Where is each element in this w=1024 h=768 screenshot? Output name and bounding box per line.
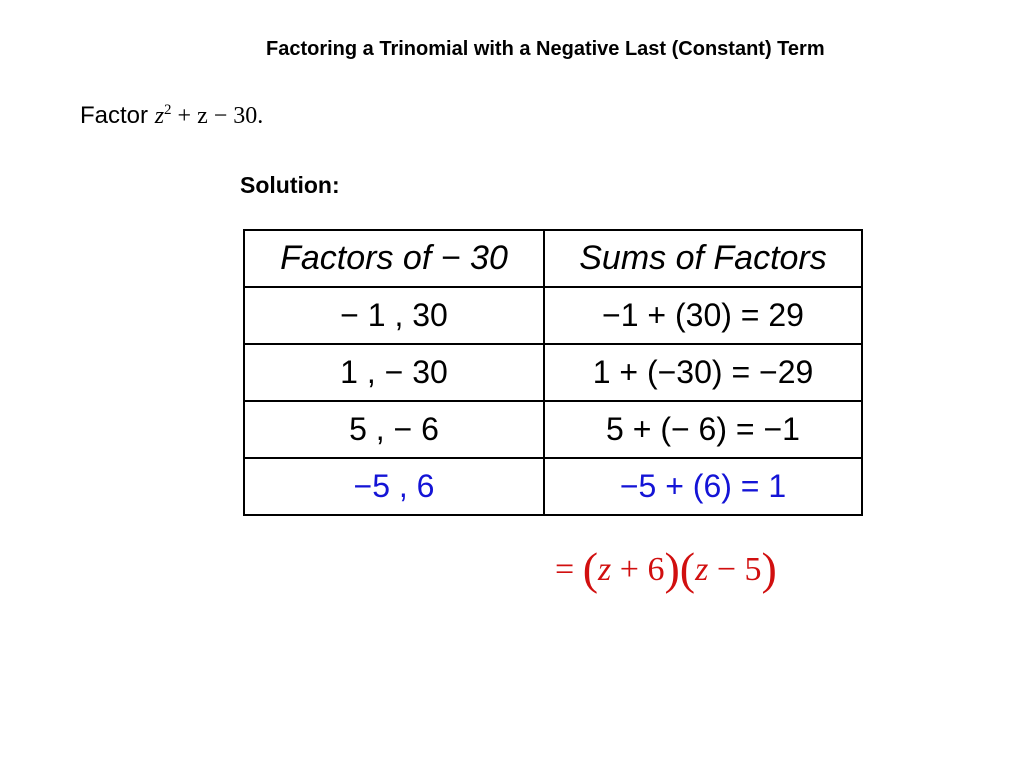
table-row bbox=[244, 401, 862, 458]
problem-variable: z bbox=[154, 103, 165, 129]
result-open-paren-1: ( bbox=[582, 543, 599, 594]
factor-table bbox=[243, 229, 863, 516]
result-variable-2: z bbox=[695, 551, 709, 588]
header-factors: Factors of − 30 bbox=[244, 230, 544, 287]
table-header-row bbox=[244, 230, 862, 287]
table-row bbox=[244, 287, 862, 344]
result-six: 6 bbox=[647, 551, 665, 588]
result-equals: = bbox=[555, 551, 575, 588]
slide-title: Factoring a Trinomial with a Negative Last (Constant) Term bbox=[266, 38, 825, 60]
factors-cell: 1 , − 30 bbox=[244, 344, 544, 401]
problem-expression bbox=[155, 103, 264, 129]
result-close-paren-1: ) bbox=[664, 543, 680, 594]
factored-result bbox=[555, 543, 777, 594]
factors-cell: 5 , − 6 bbox=[244, 401, 544, 458]
factors-cell: −5 , 6 bbox=[244, 458, 544, 515]
problem-exponent: 2 bbox=[164, 102, 172, 118]
table-row-highlighted bbox=[244, 458, 862, 515]
solution-label: Solution: bbox=[240, 172, 340, 198]
sum-cell: −1 + (30) = 29 bbox=[544, 287, 862, 344]
result-close-paren-2: ) bbox=[761, 543, 777, 594]
problem-expression-rest: + z − 30. bbox=[171, 103, 264, 129]
problem-label: Factor bbox=[80, 102, 149, 129]
result-plus: + bbox=[619, 551, 639, 588]
factors-cell: − 1 , 30 bbox=[244, 287, 544, 344]
sum-cell: 1 + (−30) = −29 bbox=[544, 344, 862, 401]
problem-statement bbox=[80, 102, 263, 130]
table-row bbox=[244, 344, 862, 401]
sum-cell: 5 + (− 6) = −1 bbox=[544, 401, 862, 458]
header-sums: Sums of Factors bbox=[544, 230, 862, 287]
result-five: 5 bbox=[744, 551, 762, 588]
result-open-paren-2: ( bbox=[679, 543, 696, 594]
sum-cell: −5 + (6) = 1 bbox=[544, 458, 862, 515]
result-variable-1: z bbox=[598, 551, 612, 588]
result-minus: − bbox=[716, 551, 737, 588]
